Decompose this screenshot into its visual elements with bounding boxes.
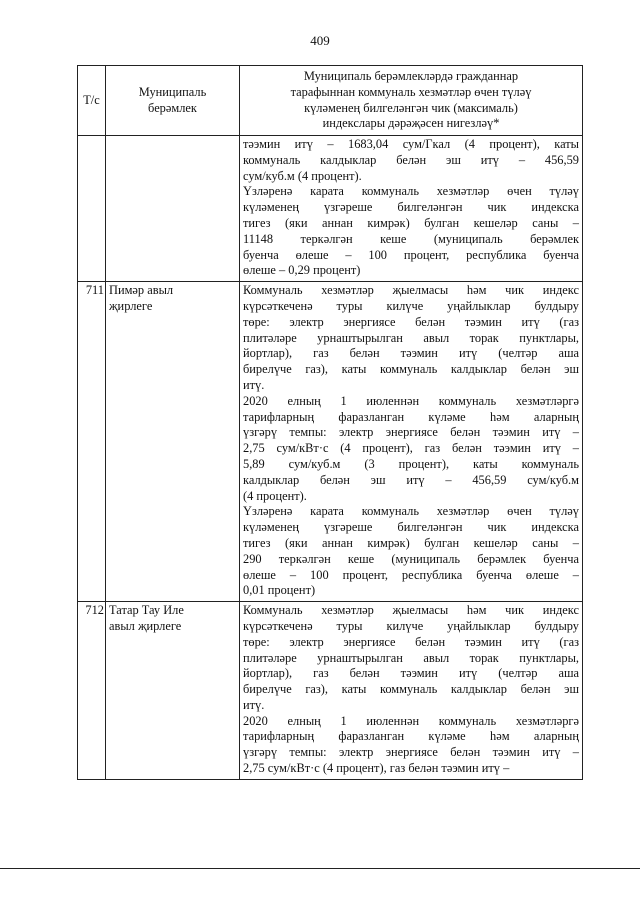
municipality-name-line: Татар Тау Иле [109,603,184,618]
header-municipality-line: берәмлек [148,100,197,115]
description-line: үзгәрү темпы: электр энергиясе белән тәэмин итү – [243,425,579,440]
description-cell [240,136,583,282]
header-description-line: индекслары дәрәҗәсен нигезләү* [322,116,500,131]
description-line: 11148 теркәлгән кеше (муниципаль берәмлек [243,231,579,246]
description-line: (4 процент). [243,488,307,503]
description-line: коммуналь калдыклар белән эш итү – 456,59 [243,152,579,167]
header-number: Т/с [78,66,106,136]
header-municipality-line: Муниципаль [138,84,207,99]
description-line: өлеше – 100 процент, республика буенча өлеше – [243,567,579,582]
description-paragraph [243,184,579,279]
description-cell [240,602,583,780]
description-line: күрсәткеченә туры килүче уңайлыклар булдыру [243,618,579,633]
description-line: калдыклар белән эш итү – 456,59 сум/куб.м [243,472,579,487]
table-row [78,136,583,282]
description-line: күләменең үзгәреше билгеләнгән чик индекска [243,520,579,535]
header-description-line: тарафыннан коммуналь хезмәтләр өчен түләү [290,84,532,99]
table-header-row [78,66,583,136]
description-line: йортлар), газ белән тәэмин итү (челтәр аша [243,666,579,681]
municipality-name-line: авыл җирлеге [109,618,182,633]
row-number: 711 [78,282,106,602]
description-line: күләменең үзгәреше билгеләнгән чик индекска [243,200,579,215]
page-number: 409 [310,33,330,48]
description-line: йортлар), газ белән тәэмин итү (челтәр аша [243,346,579,361]
municipality-cell [106,282,240,602]
description-line: 0,01 процент) [243,583,316,598]
description-line: тигез (яки аннан кимрәк) булган кешеләр саны – [243,535,579,550]
description-line: тәэмин итү – 1683,04 сум/Гкал (4 процент), каты [243,137,579,151]
description-line: итү. [243,697,265,712]
description-line: Коммуналь хезмәтләр җыелмасы һәм чик индекс [243,603,579,618]
description-line: плитәләре урнаштырылган авыл торак пунктлары, [243,330,579,345]
municipality-cell [106,136,240,282]
municipality-name-line: Пимәр авыл [109,283,174,298]
tariff-table [77,65,583,780]
description-line: 290 теркәлгән кеше (муниципаль берәмлек буенча [243,551,579,566]
description-paragraph [243,137,579,184]
description-line: буенча өлеше – 100 процент, республика буенча [243,247,579,262]
description-line: бирелүче газ), каты коммуналь калдыклар белән эш [243,362,579,377]
header-description [240,66,583,136]
description-paragraph [243,603,579,714]
description-line: төре: электр энергиясе белән тәэмин итү (газ [243,314,579,329]
description-line: 2,75 сум/кВт·с (4 процент), газ белән тәэмин итү – [243,441,579,456]
row-number [78,136,106,282]
description-line: сум/куб.м (4 процент). [243,168,362,183]
header-description-line: Муниципаль берәмлекләрдә гражданнар [303,68,519,83]
description-line: 5,89 сум/куб.м (3 процент), каты коммуналь [243,456,579,471]
header-municipality [106,66,240,136]
municipality-cell [106,602,240,780]
description-paragraph [243,714,579,777]
description-paragraph [243,504,579,599]
row-number: 712 [78,602,106,780]
description-line: тарифларның фаразланган күләме һәм аларның [243,729,579,744]
description-line: Үзләренә карата коммуналь хезмәтләр өчен түләү [243,504,579,519]
description-paragraph [243,394,579,505]
description-line: 2020 елның 1 июленнән коммуналь хезмәтләргә [243,393,579,408]
description-line: 2,75 сум/кВт·с (4 процент), газ белән тәэмин итү – [243,761,510,776]
description-line: плитәләре урнаштырылган авыл торак пунктлары, [243,650,579,665]
description-line: төре: электр энергиясе белән тәэмин итү (газ [243,634,579,649]
description-line: тигез (яки аннан кимрәк) булган кешеләр саны – [243,215,579,230]
description-paragraph [243,283,579,394]
description-line: Коммуналь хезмәтләр җыелмасы һәм чик индекс [243,283,579,298]
table-row [78,602,583,780]
description-line: өлеше – 0,29 процент) [243,263,361,278]
municipality-name-line: җирлеге [109,298,153,313]
description-line: Үзләренә карата коммуналь хезмәтләр өчен түләү [243,184,579,199]
description-line: тарифларның фаразланган күләме һәм аларның [243,409,579,424]
description-line: үзгәрү темпы: электр энергиясе белән тәэмин итү – [243,745,579,760]
description-cell [240,282,583,602]
table-row [78,282,583,602]
description-line: бирелүче газ), каты коммуналь калдыклар белән эш [243,682,579,697]
header-description-line: күләменең билгеләнгән чик (максималь) [304,100,518,115]
page-bottom-rule [0,868,640,869]
description-line: 2020 елның 1 июленнән коммуналь хезмәтләргә [243,713,579,728]
description-line: күрсәткеченә туры килүче уңайлыклар булдыру [243,298,579,313]
description-line: итү. [243,377,265,392]
